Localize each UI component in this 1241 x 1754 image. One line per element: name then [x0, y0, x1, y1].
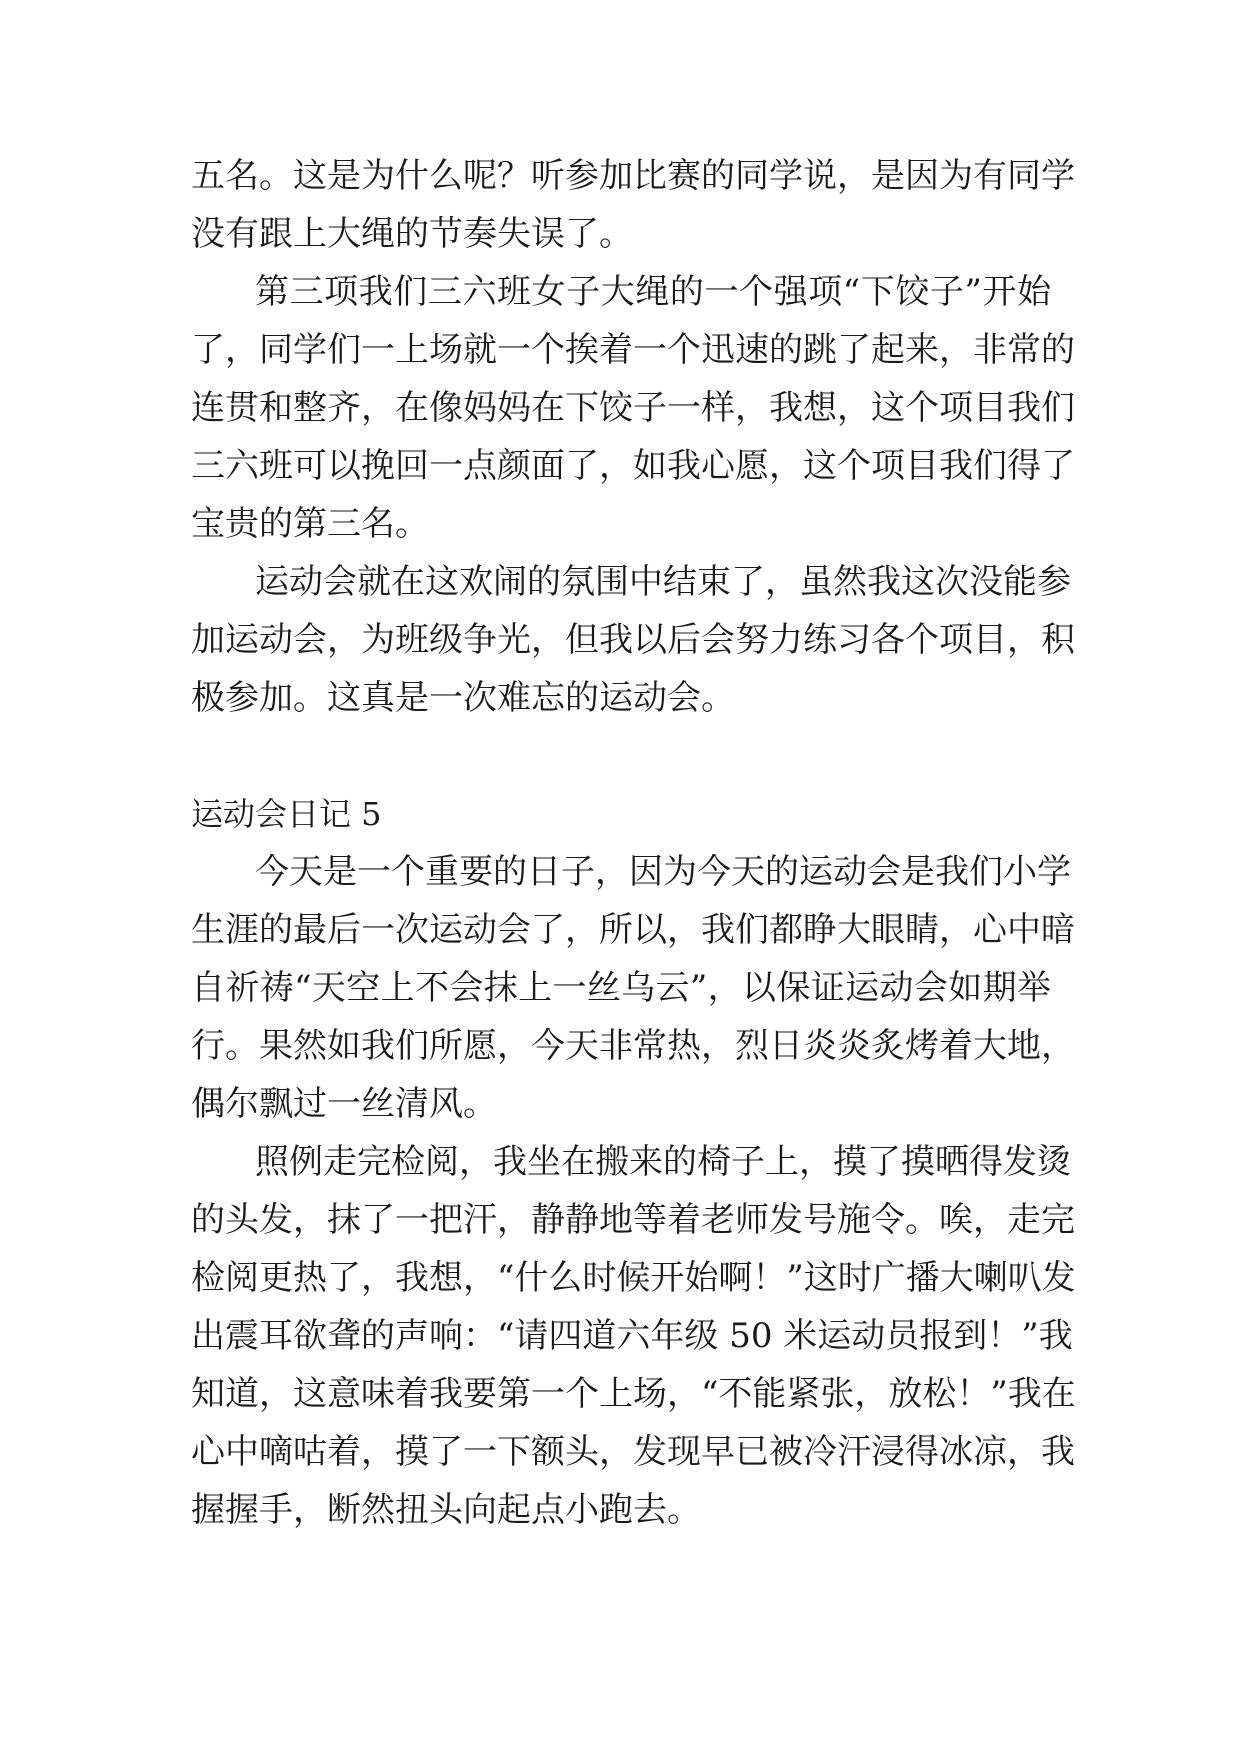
paragraph-line: 出震耳欲聋的声响：“请四道六年级 50 米运动员报到！”我	[191, 1316, 1073, 1356]
paragraph-line: 照例走完检阅，我坐在搬来的椅子上，摸了摸晒得发烫	[255, 1142, 1071, 1182]
section-heading: 运动会日记 5	[191, 795, 382, 833]
paragraph-line: 知道，这意味着我要第一个上场，“不能紧张，放松！”我在	[191, 1374, 1076, 1414]
paragraph-line: 宝贵的第三名。	[191, 504, 429, 544]
paragraph-line: 第三项我们三六班女子大绳的一个强项“下饺子”开始	[255, 272, 1051, 312]
paragraph-line: 握握手，断然扭头向起点小跑去。	[191, 1490, 701, 1530]
paragraph-line: 的头发，抹了一把汗，静静地等着老师发号施令。唉，走完	[191, 1200, 1075, 1240]
paragraph-line: 检阅更热了，我想，“什么时候开始啊！”这时广播大喇叭发	[191, 1258, 1076, 1298]
paragraph-line: 加运动会，为班级争光，但我以后会努力练习各个项目，积	[191, 620, 1075, 660]
paragraph-line: 心中嘀咕着，摸了一下额头，发现早已被冷汗浸得冰凉，我	[191, 1432, 1075, 1472]
paragraph-line: 五名。这是为什么呢？听参加比赛的同学说，是因为有同学	[191, 156, 1075, 196]
paragraph-line: 没有跟上大绳的节奏失误了。	[191, 214, 633, 254]
paragraph-line: 极参加。这真是一次难忘的运动会。	[191, 678, 735, 718]
paragraph-line: 偶尔飘过一丝清风。	[191, 1084, 497, 1124]
paragraph-line: 了，同学们一上场就一个挨着一个迅速的跳了起来，非常的	[191, 330, 1075, 370]
paragraph-line: 行。果然如我们所愿，今天非常热，烈日炎炎炙烤着大地，	[191, 1026, 1075, 1066]
paragraph-line: 三六班可以挽回一点颜面了，如我心愿，这个项目我们得了	[191, 446, 1075, 486]
paragraph-line: 今天是一个重要的日子，因为今天的运动会是我们小学	[255, 852, 1071, 892]
paragraph-line: 连贯和整齐，在像妈妈在下饺子一样，我想，这个项目我们	[191, 388, 1075, 428]
paragraph-line: 生涯的最后一次运动会了，所以，我们都睁大眼睛，心中暗	[191, 910, 1075, 950]
paragraph-line: 自祈祷“天空上不会抹上一丝乌云”，以保证运动会如期举	[191, 968, 1051, 1008]
paragraph-line: 运动会就在这欢闹的氛围中结束了，虽然我这次没能参	[255, 562, 1071, 602]
